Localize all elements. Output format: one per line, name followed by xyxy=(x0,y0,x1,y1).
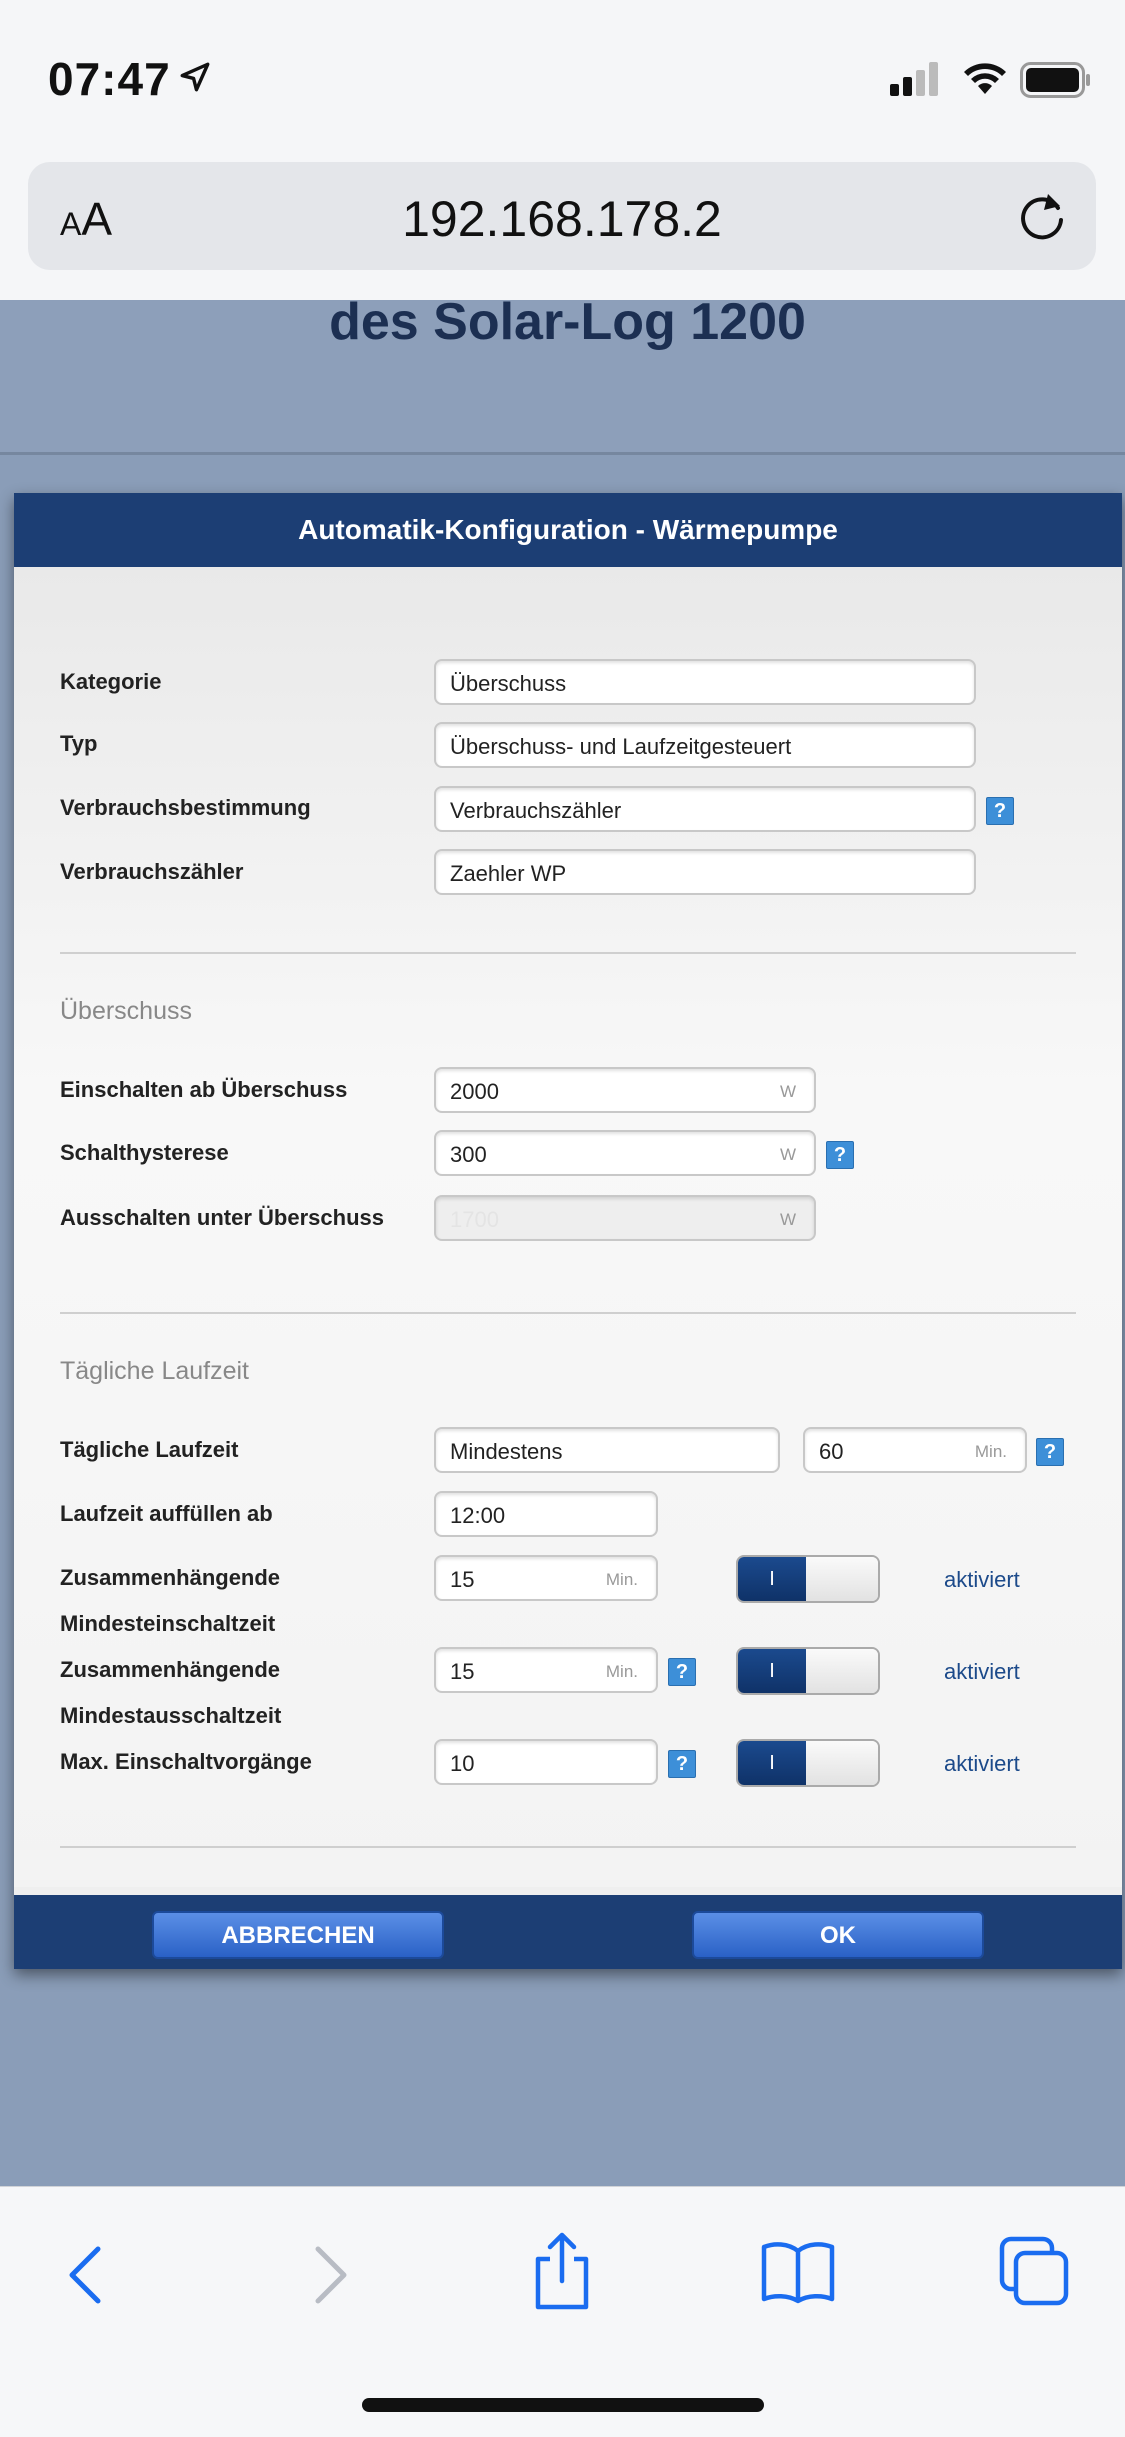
help-icon[interactable]: ? xyxy=(986,797,1014,825)
auffuellen-time-input[interactable]: 12:00 xyxy=(434,1491,658,1537)
schalthysterese-input[interactable]: 300 W xyxy=(434,1130,816,1176)
back-icon[interactable] xyxy=(64,2243,108,2307)
wifi-icon xyxy=(962,60,1008,96)
mindestausschaltzeit-label-2: Mindestausschaltzeit xyxy=(60,1703,282,1728)
ok-button[interactable]: OK xyxy=(692,1911,984,1959)
forward-icon[interactable] xyxy=(308,2243,352,2307)
verbrauchszaehler-select[interactable]: Zaehler WP xyxy=(434,849,976,895)
bookmarks-icon[interactable] xyxy=(760,2239,836,2305)
max-einschaltvorgaenge-input[interactable]: 10 xyxy=(434,1739,658,1785)
kategorie-select[interactable]: Überschuss xyxy=(434,659,976,705)
kategorie-label: Kategorie xyxy=(60,669,162,694)
dialog-footer xyxy=(14,1895,1122,1969)
battery-icon xyxy=(1020,62,1092,98)
mindestausschaltzeit-input[interactable]: 15 Min. xyxy=(434,1647,658,1693)
laufzeit-mode-select[interactable]: Mindestens xyxy=(434,1427,780,1473)
home-indicator xyxy=(362,2398,764,2412)
typ-select[interactable]: Überschuss- und Laufzeitgesteuert xyxy=(434,722,976,768)
max-einschaltvorgaenge-status: aktiviert xyxy=(944,1751,1020,1776)
mindesteinschaltzeit-status: aktiviert xyxy=(944,1567,1020,1592)
laufzeit-section-title: Tägliche Laufzeit xyxy=(60,1357,250,1385)
ausschalten-input: 1700 W xyxy=(434,1195,816,1241)
schalthysterese-label: Schalthysterese xyxy=(60,1140,229,1165)
page-title: des Solar-Log 1200 xyxy=(329,293,806,351)
url-text[interactable]: 192.168.178.2 xyxy=(402,191,722,247)
divider xyxy=(60,1312,1076,1314)
divider xyxy=(60,1846,1076,1848)
config-dialog xyxy=(14,493,1122,1969)
mindesteinschaltzeit-label-2: Mindesteinschaltzeit xyxy=(60,1611,276,1636)
status-time: 07:47 xyxy=(48,53,171,105)
share-icon[interactable] xyxy=(530,2231,594,2311)
help-icon[interactable]: ? xyxy=(1036,1438,1064,1466)
help-icon[interactable]: ? xyxy=(668,1750,696,1778)
verbrauchszaehler-label: Verbrauchszähler xyxy=(60,859,244,884)
max-einschaltvorgaenge-label: Max. Einschaltvorgänge xyxy=(60,1749,312,1774)
mindesteinschaltzeit-label-1: Zusammenhängende xyxy=(60,1565,281,1590)
verbrauchsbestimmung-label: Verbrauchsbestimmung xyxy=(60,795,311,820)
text-size-button[interactable]: AA xyxy=(60,193,113,245)
mindesteinschaltzeit-toggle[interactable]: I xyxy=(736,1555,880,1603)
tabs-icon[interactable] xyxy=(998,2235,1070,2307)
status-bar xyxy=(0,0,1125,150)
cellular-signal-icon xyxy=(890,62,942,96)
typ-label: Typ xyxy=(60,731,98,756)
ausschalten-label: Ausschalten unter Überschuss xyxy=(60,1205,384,1230)
help-icon[interactable]: ? xyxy=(668,1658,696,1686)
verbrauchsbestimmung-select[interactable]: Verbrauchszähler xyxy=(434,786,976,832)
max-einschaltvorgaenge-toggle[interactable]: I xyxy=(736,1739,880,1787)
location-arrow-icon xyxy=(178,60,212,94)
browser-header xyxy=(0,150,1125,301)
mindestausschaltzeit-toggle[interactable]: I xyxy=(736,1647,880,1695)
dialog-title: Automatik-Konfiguration - Wärmepumpe xyxy=(14,493,1122,567)
einschalten-label: Einschalten ab Überschuss xyxy=(60,1077,348,1102)
ueberschuss-section-title: Überschuss xyxy=(60,997,192,1025)
help-icon[interactable]: ? xyxy=(826,1141,854,1169)
cancel-button[interactable]: ABBRECHEN xyxy=(152,1911,444,1959)
address-bar[interactable] xyxy=(28,162,1096,270)
laufzeit-minutes-input[interactable]: 60 Min. xyxy=(803,1427,1027,1473)
auffuellen-label: Laufzeit auffüllen ab xyxy=(60,1501,273,1526)
reload-icon[interactable] xyxy=(1014,188,1070,244)
divider xyxy=(60,952,1076,954)
mindestausschaltzeit-status: aktiviert xyxy=(944,1659,1020,1684)
taegliche-laufzeit-label: Tägliche Laufzeit xyxy=(60,1437,239,1462)
einschalten-input[interactable]: 2000 W xyxy=(434,1067,816,1113)
mindesteinschaltzeit-input[interactable]: 15 Min. xyxy=(434,1555,658,1601)
mindestausschaltzeit-label-1: Zusammenhängende xyxy=(60,1657,281,1682)
